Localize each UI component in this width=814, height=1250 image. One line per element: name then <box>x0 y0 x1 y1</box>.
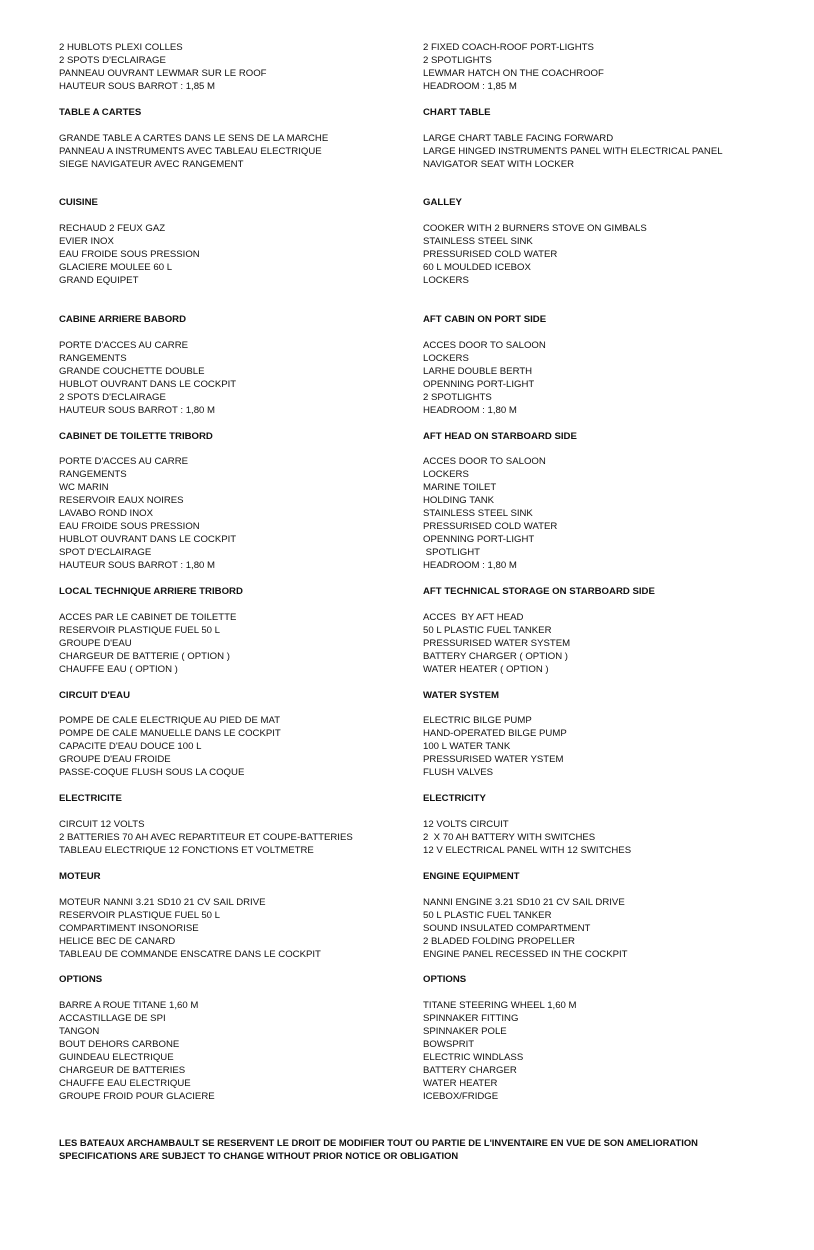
spec-line: 100 L WATER TANK <box>423 741 511 753</box>
spec-line: SOUND INSULATED COMPARTMENT <box>423 922 591 934</box>
spec-line: 50 L PLASTIC FUEL TANKER <box>423 624 552 636</box>
section-aft-cabin <box>423 313 546 417</box>
section-title: ELECTRICITE <box>59 793 122 805</box>
spec-line: GLACIERE MOULEE 60 L <box>59 262 173 274</box>
section-title: WATER SYSTEM <box>423 689 500 701</box>
spec-line: MARINE TOILET <box>423 482 497 494</box>
section-galley <box>423 196 647 287</box>
spec-line: BATTERY CHARGER ( OPTION ) <box>423 650 568 662</box>
spec-line: TITANE STEERING WHEEL 1,60 M <box>423 1000 577 1012</box>
spec-line: HEADROOM : 1,80 M <box>423 404 517 416</box>
section-title: OPTIONS <box>423 974 467 986</box>
section-galley <box>59 196 200 287</box>
spec-line: FLUSH VALVES <box>423 767 494 779</box>
section-title: AFT CABIN ON PORT SIDE <box>423 313 547 325</box>
section-chart-table <box>59 106 328 171</box>
section-aft-head <box>423 430 577 573</box>
spec-line: TABLEAU DE COMMANDE ENSCATRE DANS LE COCKPIT <box>59 948 321 960</box>
spec-line: PORTE D'ACCES AU CARRE <box>59 456 189 468</box>
spacer <box>59 119 328 132</box>
spec-line: LOCKERS <box>423 469 469 481</box>
spec-line: GROUPE D'EAU <box>59 637 132 649</box>
spec-line: BOUT DEHORS CARBONE <box>59 1039 180 1051</box>
spec-line: PRESSURISED COLD WATER <box>423 521 558 533</box>
spec-line: HEADROOM : 1,85 M <box>423 81 517 92</box>
spec-line: ICEBOX/FRIDGE <box>423 1091 499 1103</box>
spec-line: NAVIGATOR SEAT WITH LOCKER <box>423 158 575 170</box>
spec-line: 2 SPOTLIGHTS <box>423 391 492 403</box>
spec-line: HUBLOT OUVRANT DANS LE COCKPIT <box>59 378 237 390</box>
spec-line: RESERVOIR EAUX NOIRES <box>59 495 184 507</box>
spec-line: RECHAUD 2 FEUX GAZ <box>59 223 166 235</box>
spec-line: SPOTLIGHT <box>423 547 481 559</box>
spec-line: BOWSPRIT <box>423 1039 475 1051</box>
spec-line: CHAUFFE EAU ELECTRIQUE <box>59 1078 191 1090</box>
spec-line: HELICE BEC DE CANARD <box>59 935 176 947</box>
spec-line: ACCES BY AFT HEAD <box>423 611 524 623</box>
spec-line: POMPE DE CALE MANUELLE DANS LE COCKPIT <box>59 728 281 740</box>
spacer <box>59 702 281 715</box>
spec-line: PRESSURISED WATER YSTEM <box>423 754 564 766</box>
spec-line: LOCKERS <box>423 275 469 287</box>
section-title: CABINET DE TOILETTE TRIBORD <box>59 430 213 442</box>
spec-line: HAND-OPERATED BILGE PUMP <box>423 728 567 740</box>
spacer <box>423 805 631 818</box>
section-title: AFT HEAD ON STARBOARD SIDE <box>423 430 577 442</box>
spacer <box>59 209 200 222</box>
section-technical <box>59 585 243 676</box>
spec-line: EAU FROIDE SOUS PRESSION <box>59 521 200 533</box>
spec-line: ENGINE PANEL RECESSED IN THE COCKPIT <box>423 948 628 960</box>
spec-line: LEWMAR HATCH ON THE COACHROOF <box>423 68 604 79</box>
spec-line: PASSE-COQUE FLUSH SOUS LA COQUE <box>59 767 245 779</box>
spec-line: 2 FIXED COACH-ROOF PORT-LIGHTS <box>423 42 594 53</box>
section-engine <box>59 870 321 961</box>
spec-line: ACCASTILLAGE DE SPI <box>59 1013 166 1025</box>
spec-line: LAVABO ROND INOX <box>59 508 154 520</box>
section-chart-table <box>423 106 723 171</box>
section-engine <box>423 870 628 961</box>
spacer <box>423 326 546 339</box>
spec-line: GROUPE FROID POUR GLACIERE <box>59 1091 215 1103</box>
spec-line: 50 L PLASTIC FUEL TANKER <box>423 909 552 921</box>
spec-line: LARGE HINGED INSTRUMENTS PANEL WITH ELECTRICAL PANEL <box>423 145 723 157</box>
section-electricity <box>59 792 353 857</box>
spec-line: CAPACITE D'EAU DOUCE 100 L <box>59 741 202 753</box>
spec-line: LARGE CHART TABLE FACING FORWARD <box>423 132 614 144</box>
section-title: CABINE ARRIERE BABORD <box>59 313 187 325</box>
spec-line: SIEGE NAVIGATEUR AVEC RANGEMENT <box>59 158 244 170</box>
spec-line: 2 SPOTS D'ECLAIRAGE <box>59 391 166 403</box>
spacer <box>423 883 628 896</box>
spec-line: LARHE DOUBLE BERTH <box>423 365 533 377</box>
spec-line: TABLEAU ELECTRIQUE 12 FONCTIONS ET VOLTMETRE <box>59 845 314 857</box>
spec-line: 2 HUBLOTS PLEXI COLLES <box>59 42 183 53</box>
spec-line: GRANDE TABLE A CARTES DANS LE SENS DE LA MARCHE <box>59 132 329 144</box>
section-intro <box>59 41 267 93</box>
section-technical <box>423 585 655 676</box>
spacer <box>59 326 236 339</box>
disclaimer-french: LES BATEAUX ARCHAMBAULT SE RESERVENT LE DROIT DE MODIFIER TOUT OU PARTIE DE L'INVENTAIRE EN VUE DE SON AMELIORATION <box>59 1137 698 1148</box>
spec-line: SPOT D'ECLAIRAGE <box>59 547 152 559</box>
section-title: CUISINE <box>59 197 98 209</box>
spec-line: NANNI ENGINE 3.21 SD10 21 CV SAIL DRIVE <box>423 896 625 908</box>
spec-line: WATER HEATER ( OPTION ) <box>423 663 549 675</box>
spec-line: OPENNING PORT-LIGHT <box>423 378 535 390</box>
spec-line: 2 BATTERIES 70 AH AVEC REPARTITEUR ET COUPE-BATTERIES <box>59 832 353 844</box>
spec-line: BARRE A ROUE TITANE 1,60 M <box>59 1000 199 1012</box>
spec-line: RESERVOIR PLASTIQUE FUEL 50 L <box>59 624 221 636</box>
section-title: GALLEY <box>423 197 462 209</box>
section-options <box>59 973 215 1103</box>
spec-line: WATER HEATER <box>423 1078 498 1090</box>
spec-line: OPENNING PORT-LIGHT <box>423 534 535 546</box>
section-title: LOCAL TECHNIQUE ARRIERE TRIBORD <box>59 585 243 597</box>
spec-line: ACCES PAR LE CABINET DE TOILETTE <box>59 611 237 623</box>
spec-line: ELECTRIC WINDLASS <box>423 1052 524 1064</box>
section-water <box>423 689 567 780</box>
spec-line: POMPE DE CALE ELECTRIQUE AU PIED DE MAT <box>59 715 281 727</box>
spec-line: CHARGEUR DE BATTERIES <box>59 1065 186 1077</box>
spec-line: MOTEUR NANNI 3.21 SD10 21 CV SAIL DRIVE <box>59 896 266 908</box>
spec-line: STAINLESS STEEL SINK <box>423 236 533 248</box>
spec-line: COMPARTIMENT INSONORISE <box>59 922 199 934</box>
spec-line: GRAND EQUIPET <box>59 275 139 287</box>
spacer <box>59 443 236 456</box>
section-water <box>59 689 281 780</box>
spec-line: 60 L MOULDED ICEBOX <box>423 262 531 274</box>
section-aft-head <box>59 430 236 573</box>
section-title: CHART TABLE <box>423 106 491 118</box>
section-intro <box>423 41 604 93</box>
spec-line: 2 SPOTS D'ECLAIRAGE <box>59 55 166 66</box>
section-title: ELECTRICITY <box>423 793 486 805</box>
spec-line: ELECTRIC BILGE PUMP <box>423 715 532 727</box>
disclaimer-english: SPECIFICATIONS ARE SUBJECT TO CHANGE WITHOUT PRIOR NOTICE OR OBLIGATION <box>59 1150 459 1161</box>
spec-line: RESERVOIR PLASTIQUE FUEL 50 L <box>59 909 221 921</box>
spec-line: 2 BLADED FOLDING PROPELLER <box>423 935 575 947</box>
spec-line: EVIER INOX <box>59 236 114 248</box>
spec-line: ACCES DOOR TO SALOON <box>423 339 546 351</box>
spec-line: HOLDING TANK <box>423 495 495 507</box>
spacer <box>423 598 655 611</box>
spec-line: BATTERY CHARGER <box>423 1065 517 1077</box>
spec-line: GRANDE COUCHETTE DOUBLE <box>59 365 205 377</box>
section-title: AFT TECHNICAL STORAGE ON STARBOARD SIDE <box>423 585 655 597</box>
spec-line: 2 X 70 AH BATTERY WITH SWITCHES <box>423 832 596 844</box>
spec-line: HAUTEUR SOUS BARROT : 1,85 M <box>59 81 216 92</box>
section-title: TABLE A CARTES <box>59 106 142 118</box>
spec-line: RANGEMENTS <box>59 469 127 481</box>
spec-line: ACCES DOOR TO SALOON <box>423 456 546 468</box>
spec-line: STAINLESS STEEL SINK <box>423 508 533 520</box>
spec-line: GROUPE D'EAU FROIDE <box>59 754 171 766</box>
spec-line: HEADROOM : 1,80 M <box>423 560 517 572</box>
spacer <box>423 209 647 222</box>
section-title: MOTEUR <box>59 870 101 882</box>
spec-line: 12 VOLTS CIRCUIT <box>423 819 509 831</box>
spec-line: PANNEAU OUVRANT LEWMAR SUR LE ROOF <box>59 68 267 79</box>
spec-line: RANGEMENTS <box>59 352 127 364</box>
spacer <box>423 702 567 715</box>
spec-line: TANGON <box>59 1026 100 1038</box>
spec-line: PORTE D'ACCES AU CARRE <box>59 339 189 351</box>
spacer <box>59 805 353 818</box>
spec-line: LOCKERS <box>423 352 469 364</box>
spec-line: PANNEAU A INSTRUMENTS AVEC TABLEAU ELECTRIQUE <box>59 145 322 157</box>
section-title: ENGINE EQUIPMENT <box>423 870 520 882</box>
spacer <box>59 986 215 999</box>
spacer <box>423 986 577 999</box>
spec-line: PRESSURISED COLD WATER <box>423 249 558 261</box>
spec-line: CHAUFFE EAU ( OPTION ) <box>59 663 178 675</box>
spec-line: WC MARIN <box>59 482 109 494</box>
section-title: CIRCUIT D'EAU <box>59 689 131 701</box>
spec-line: COOKER WITH 2 BURNERS STOVE ON GIMBALS <box>423 223 647 235</box>
spec-line: CHARGEUR DE BATTERIE ( OPTION ) <box>59 650 230 662</box>
spacer <box>423 119 723 132</box>
spacer <box>423 443 577 456</box>
spacer <box>59 883 321 896</box>
spec-line: GUINDEAU ELECTRIQUE <box>59 1052 174 1064</box>
spec-line: HUBLOT OUVRANT DANS LE COCKPIT <box>59 534 237 546</box>
section-options <box>423 973 577 1103</box>
spec-line: EAU FROIDE SOUS PRESSION <box>59 249 200 261</box>
section-electricity <box>423 792 631 857</box>
spec-line: HAUTEUR SOUS BARROT : 1,80 M <box>59 404 216 416</box>
spec-line: 2 SPOTLIGHTS <box>423 55 492 66</box>
spacer <box>59 598 243 611</box>
disclaimer <box>59 1136 799 1162</box>
spec-line: 12 V ELECTRICAL PANEL WITH 12 SWITCHES <box>423 845 632 857</box>
section-title: OPTIONS <box>59 974 103 986</box>
spec-line: SPINNAKER POLE <box>423 1026 507 1038</box>
spec-line: PRESSURISED WATER SYSTEM <box>423 637 571 649</box>
section-aft-cabin <box>59 313 236 417</box>
spec-line: HAUTEUR SOUS BARROT : 1,80 M <box>59 560 216 572</box>
spec-line: SPINNAKER FITTING <box>423 1013 519 1025</box>
spec-line: CIRCUIT 12 VOLTS <box>59 819 145 831</box>
